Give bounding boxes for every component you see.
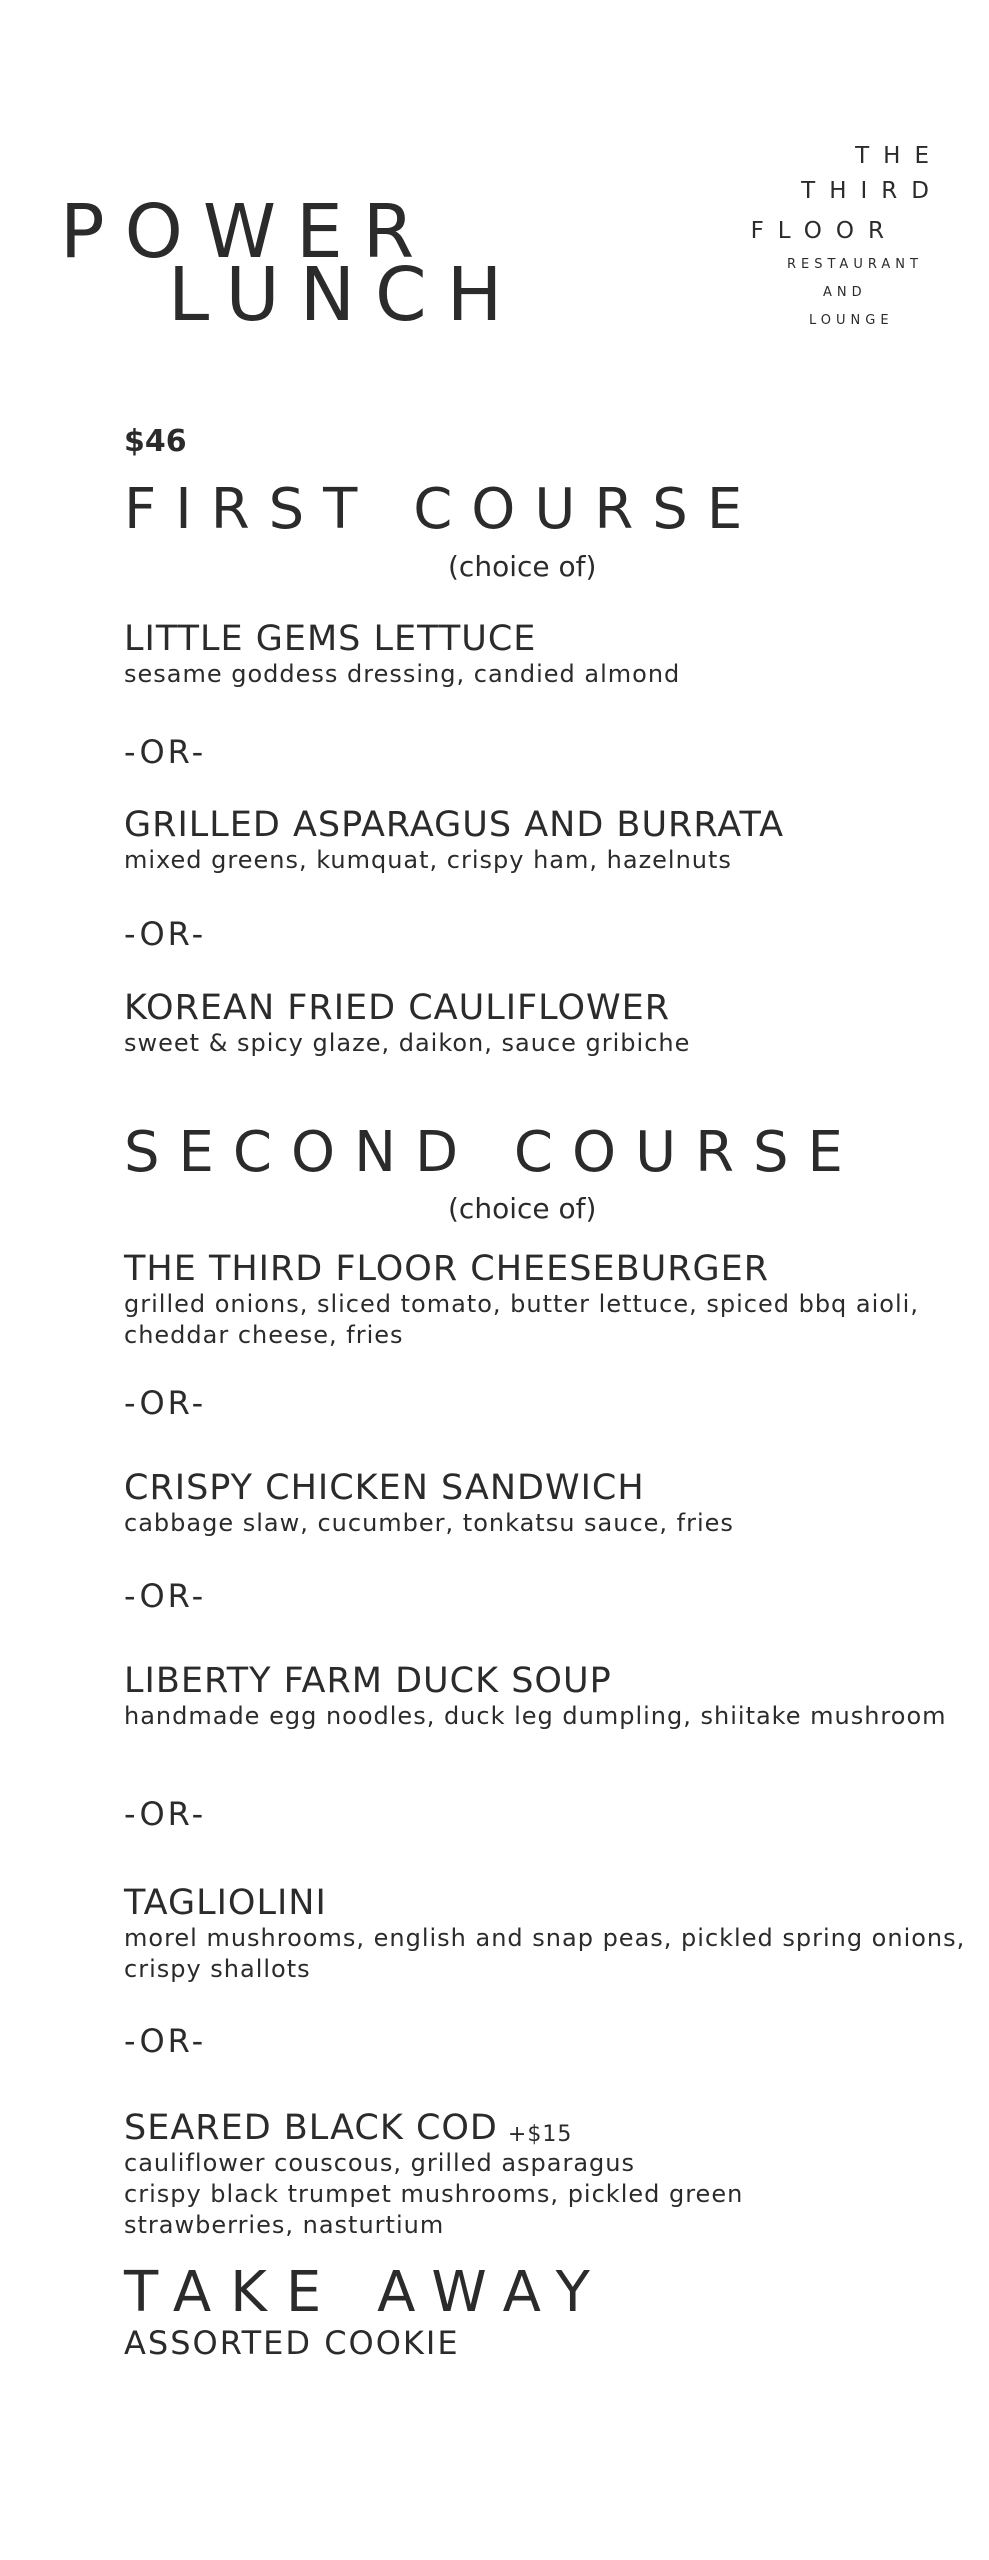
second-course-heading: SECOND COURSE	[124, 1120, 862, 1185]
menu-item-description: handmade egg noodles, duck leg dumpling, shiitake mushroom	[124, 1702, 947, 1730]
or-separator: -OR-	[124, 1577, 207, 1615]
menu-item-name: THE THIRD FLOOR CHEESEBURGER	[124, 1249, 770, 1289]
menu-item-heading	[124, 2108, 573, 2148]
take-away-heading: TAKE AWAY	[124, 2260, 609, 2325]
or-separator: -OR-	[124, 2022, 207, 2060]
or-separator: -OR-	[124, 733, 207, 771]
supplement-price: +$15	[507, 2122, 573, 2147]
logo-sub-and: AND	[823, 285, 867, 300]
menu-item-description: cabbage slaw, cucumber, tonkatsu sauce, fries	[124, 1509, 734, 1537]
menu-item-name: LITTLE GEMS LETTUCE	[124, 619, 537, 659]
logo-word-the: THE	[855, 143, 943, 169]
second-course-choice-note: (choice of)	[448, 1192, 597, 1225]
page-title-line-2: LUNCH	[168, 252, 523, 338]
menu-item-description: mixed greens, kumquat, crispy ham, hazelnuts	[124, 846, 732, 874]
page-title-line-1: POWER	[60, 189, 435, 275]
menu-item-description: morel mushrooms, english and snap peas, pickled spring onions, crispy shallots	[124, 1924, 966, 1983]
menu-item-name: GRILLED ASPARAGUS AND BURRATA	[124, 805, 785, 845]
take-away-item: ASSORTED COOKIE	[124, 2324, 460, 2362]
menu-item-name: LIBERTY FARM DUCK SOUP	[124, 1661, 612, 1701]
menu-item-description: cauliflower couscous, grilled asparagus	[124, 2149, 635, 2177]
logo-sub-lounge: LOUNGE	[809, 313, 894, 328]
first-course-choice-note: (choice of)	[448, 550, 597, 583]
menu-item-description: sweet & spicy glaze, daikon, sauce gribiche	[124, 1029, 691, 1057]
logo-sub-restaurant: RESTAURANT	[787, 257, 923, 272]
first-course-heading: FIRST COURSE	[124, 477, 762, 542]
restaurant-logo	[673, 140, 943, 340]
menu-item-name: KOREAN FRIED CAULIFLOWER	[124, 988, 671, 1028]
menu-item-name: TAGLIOLINI	[124, 1883, 327, 1923]
or-separator: -OR-	[124, 915, 207, 953]
or-separator: -OR-	[124, 1795, 207, 1833]
menu-price: $46	[124, 424, 187, 459]
menu-item-name: CRISPY CHICKEN SANDWICH	[124, 1468, 645, 1508]
menu-item-description: grilled onions, sliced tomato, butter lettuce, spiced bbq aioli, cheddar cheese, fries	[124, 1290, 919, 1349]
or-separator: -OR-	[124, 1384, 207, 1422]
menu-item-description: crispy black trumpet mushrooms, pickled green strawberries, nasturtium	[124, 2180, 744, 2239]
logo-word-floor: FLOOR	[750, 218, 898, 244]
logo-word-third: THIRD	[801, 178, 943, 204]
menu-item-name: SEARED BLACK COD	[124, 2108, 498, 2148]
menu-item-description: sesame goddess dressing, candied almond	[124, 660, 681, 688]
